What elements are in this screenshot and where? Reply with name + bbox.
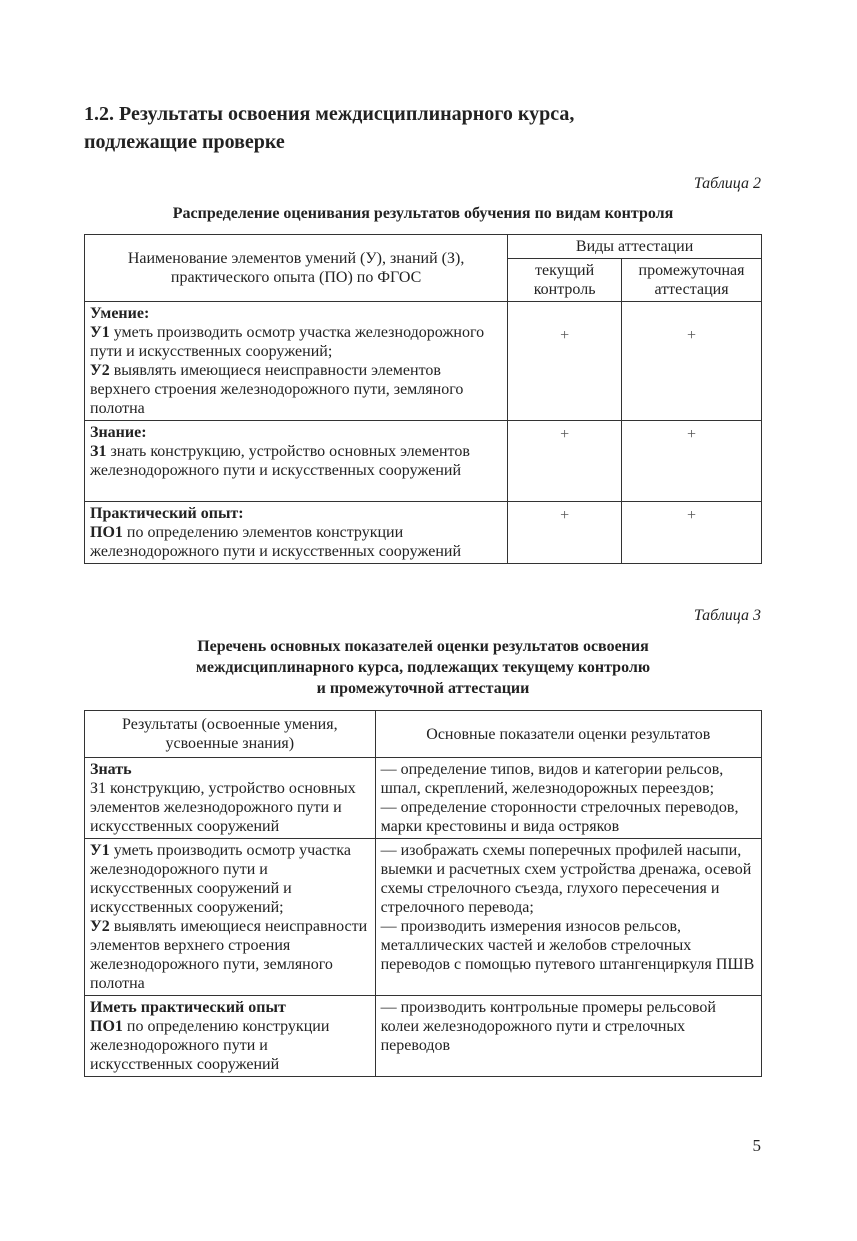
table3-title-line1: Перечень основных показателей оценки результатов освоения (197, 638, 649, 655)
row-item: У2 выявлять имеющиеся неисправности элементов верхнего строения железнодорожного пути, земляного полотна (90, 918, 368, 992)
page-number: 5 (752, 1136, 761, 1155)
table2-cell-interim: + (622, 302, 762, 421)
table3-header-indicators: Основные показатели оценки результатов (375, 711, 761, 758)
indicator-item: — производить контрольные промеры рельсовой колеи железнодорожного пути и стрелочных переводов (380, 999, 716, 1054)
section-heading-line1: 1.2. Результаты освоения междисциплинарного курса, (84, 103, 575, 125)
table3-label: Таблица 3 (693, 607, 761, 624)
table2-header-col1: Наименование элементов умений (У), знаний (З), практического опыта (ПО) по ФГОС (85, 235, 508, 302)
table3-results-cell (85, 996, 376, 1077)
table2-cell-interim: + (622, 502, 762, 564)
table3 (84, 710, 762, 1077)
indicator-item: — определение сторонности стрелочных переводов, марки крестовины и вида остряков (380, 799, 739, 835)
table2-row-elements (85, 502, 508, 564)
table2 (84, 234, 762, 564)
table-row (85, 302, 762, 421)
table2-cell-current: + (508, 421, 622, 502)
row-heading: Иметь практический опыт (90, 999, 286, 1016)
table-row (85, 839, 762, 996)
row-item: ПО1 по определению конструкции железнодорожного пути и искусственных сооружений (90, 1018, 330, 1073)
table3-header-row (85, 711, 762, 758)
table2-header-current: текущий контроль (508, 259, 622, 302)
row-heading: Умение: (90, 305, 150, 322)
row-heading: Знать (90, 761, 132, 778)
row-item: У2 выявлять имеющиеся неисправности элементов верхнего строения железнодорожного пути, земляного полотна (90, 362, 464, 417)
table3-indicators-cell (375, 996, 761, 1077)
row-item: З1 конструкцию, устройство основных элементов железнодорожного пути и искусственных сооружений (90, 780, 356, 835)
indicator-item: — производить измерения износов рельсов, металлических частей и желобов стрелочных переводов с помощью путевого штангенциркуля ПШВ (380, 918, 755, 973)
table2-label: Таблица 2 (693, 175, 761, 192)
table3-results-cell (85, 758, 376, 839)
row-item: ПО1 по определению элементов конструкции железнодорожного пути и искусственных сооружений (90, 524, 462, 560)
table2-header-interim: промежуточная аттестация (622, 259, 762, 302)
table3-indicators-cell (375, 758, 761, 839)
table2-header-row (85, 235, 762, 259)
table3-header-results: Результаты (освоенные умения, усвоенные знания) (85, 711, 376, 758)
section-heading (84, 100, 774, 156)
indicator-item: — изображать схемы поперечных профилей насыпи, выемки и расчетных схем устройства дренажа, осевой схемы стрелочного съезда, глухого пересечения и стрелочного перевода; (380, 842, 752, 916)
table-row (85, 421, 762, 502)
table-row (85, 758, 762, 839)
table2-cell-current: + (508, 302, 622, 421)
row-item: У1 уметь производить осмотр участка железнодорожного пути и искусственных сооружений и искусственных сооружений; (90, 842, 351, 916)
table3-title-line3: и промежуточной аттестации (316, 680, 530, 697)
table2-row-elements (85, 421, 508, 502)
table2-cell-current: + (508, 502, 622, 564)
table2-header-group: Виды аттестации (508, 235, 762, 259)
table2-row-elements (85, 302, 508, 421)
row-heading: Практический опыт: (90, 505, 244, 522)
table-row (85, 502, 762, 564)
row-item: У1 уметь производить осмотр участка железнодорожного пути и искусственных сооружений; (90, 324, 485, 360)
section-heading-line2: подлежащие проверке (84, 131, 285, 153)
row-heading: Знание: (90, 424, 147, 441)
table2-cell-interim: + (622, 421, 762, 502)
indicator-item: — определение типов, видов и категории рельсов, шпал, скреплений, железнодорожных переездов; (380, 761, 724, 797)
table3-results-cell (85, 839, 376, 996)
table2-title: Распределение оценивания результатов обучения по видам контроля (172, 205, 674, 222)
row-item: З1 знать конструкцию, устройство основных элементов железнодорожного пути и искусственных сооружений (90, 443, 470, 479)
table-row (85, 996, 762, 1077)
table3-title-line2: междисциплинарного курса, подлежащих текущему контролю (195, 659, 651, 676)
table3-indicators-cell (375, 839, 761, 996)
table3-title (84, 636, 762, 699)
